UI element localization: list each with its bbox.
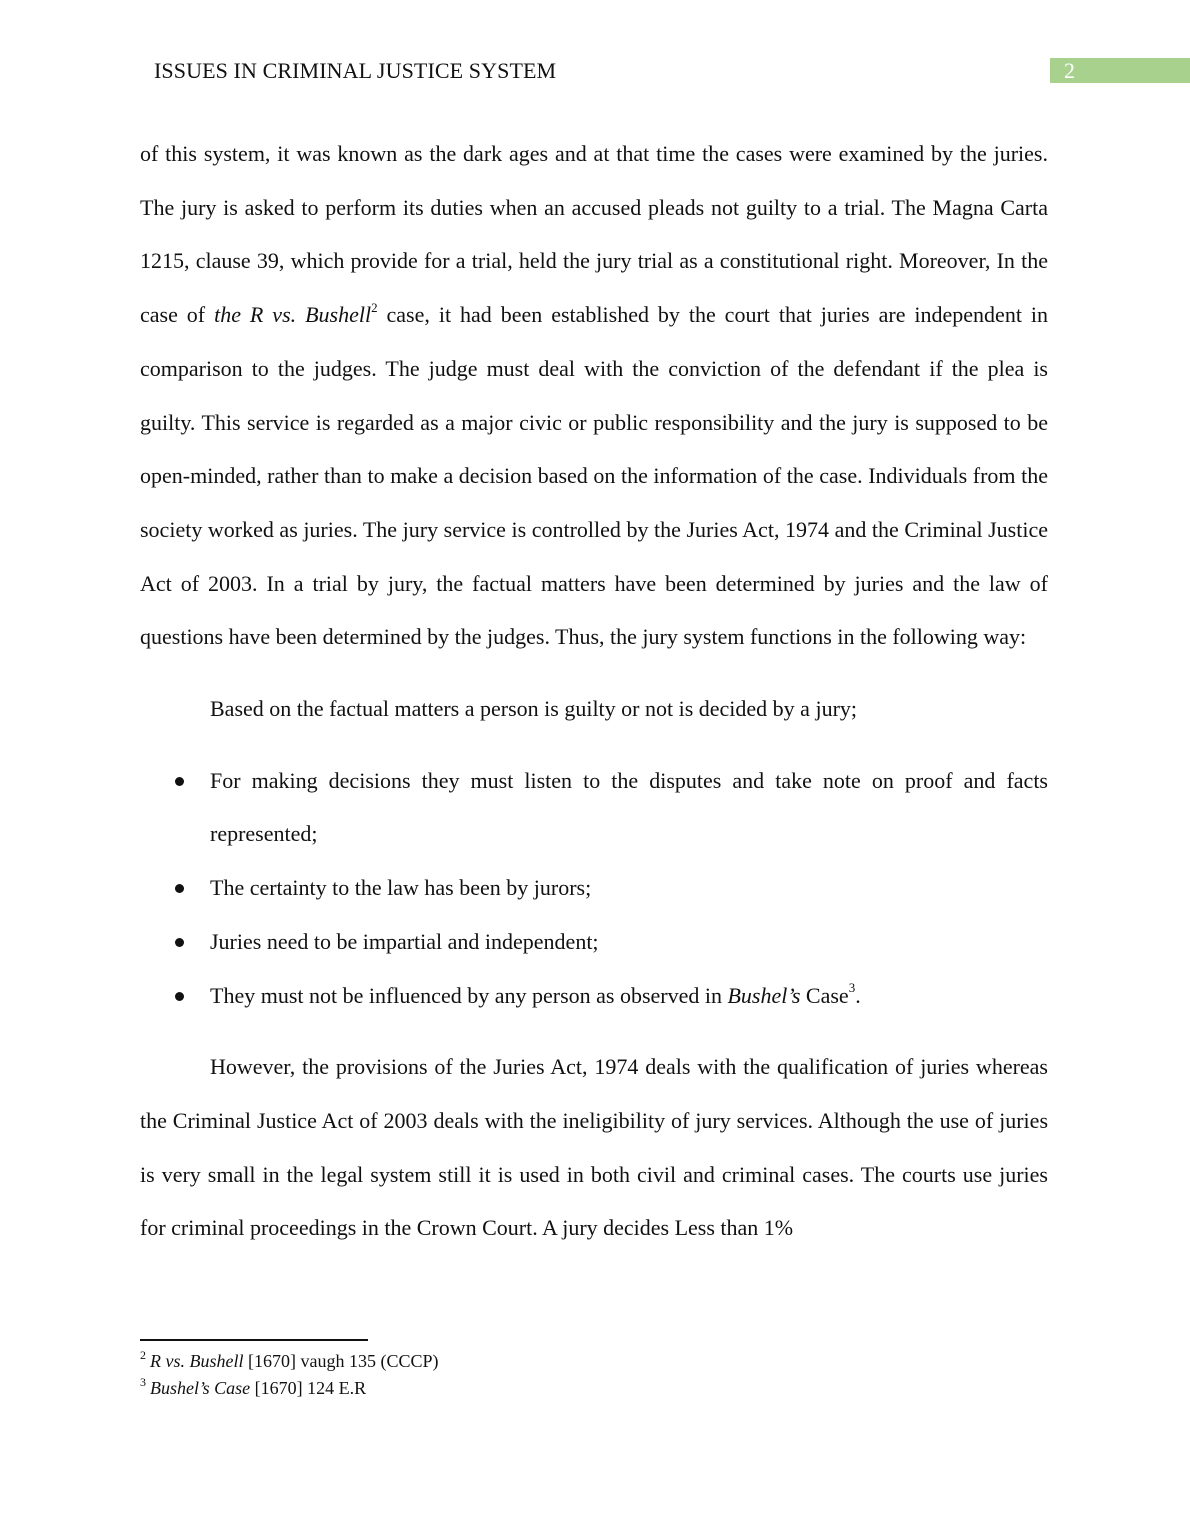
bullet-icon bbox=[175, 992, 184, 1001]
list-item-text: Juries need to be impartial and independent; bbox=[210, 928, 599, 954]
page-number: 2 bbox=[1064, 58, 1075, 83]
footnote-number: 3 bbox=[140, 1375, 146, 1389]
footnote-case-italic: Bushel’s Case bbox=[150, 1378, 251, 1398]
footnote-ref: 2 bbox=[371, 299, 378, 315]
list-item bbox=[140, 861, 1048, 915]
footnote bbox=[140, 1348, 438, 1375]
page-number-bar bbox=[1050, 58, 1190, 83]
footnote-case-italic: R vs. Bushell bbox=[150, 1351, 244, 1371]
running-header-title: ISSUES IN CRIMINAL JUSTICE SYSTEM bbox=[154, 58, 557, 83]
list-item bbox=[140, 969, 1048, 1023]
paragraph-text: of this system, it was known as the dark ages and at that time the cases were examined by the juries. The jury is asked to perform its duties when an accused pleads not guilty to a trial. The Magna Carta 1215, clause 39, which provide for a trial, held the jury trial as a constitutional right. Moreover, In the case of bbox=[140, 141, 1048, 328]
footnotes bbox=[140, 1348, 438, 1402]
list-item bbox=[140, 915, 1048, 969]
footnote-text: [1670] vaugh 135 (CCCP) bbox=[243, 1351, 439, 1371]
bullet-icon bbox=[175, 938, 184, 947]
footnote-text: [1670] 124 E.R bbox=[250, 1378, 367, 1398]
paragraph-text: case, it had been established by the court that juries are independent in comparison to the judges. The judge must deal with the conviction of the defendant if the plea is guilty. This service is regarded as a major civic or public responsibility and the jury is supposed to be open-minded, rather than to make a decision based on the information of the case. Individuals from the society worked as juries. The jury service is controlled by the Juries Act, 1974 and the Criminal Justice Act of 2003. In a trial by jury, the factual matters have been determined by juries and the law of questions have been determined by the judges. Thus, the jury system functions in the following way: bbox=[140, 302, 1048, 650]
case-name-italic: Bushel’s bbox=[727, 982, 801, 1008]
list-item-text: The certainty to the law has been by jurors; bbox=[210, 875, 592, 901]
list-item-text: For making decisions they must listen to the disputes and take note on proof and facts represented; bbox=[210, 767, 1048, 847]
list-lead-text: Based on the factual matters a person is guilty or not is decided by a jury; bbox=[210, 696, 858, 722]
case-name-italic: the R vs. Bushell bbox=[214, 302, 372, 328]
list-item-text: Case bbox=[800, 982, 849, 1008]
footnote-number: 2 bbox=[140, 1348, 146, 1362]
list-item bbox=[140, 754, 1048, 861]
list-item-text: They must not be influenced by any person as observed in bbox=[210, 982, 728, 1008]
list-item-text: . bbox=[855, 982, 861, 1008]
bullet-list bbox=[140, 754, 1048, 1023]
bullet-icon bbox=[175, 884, 184, 893]
footnote-ref: 3 bbox=[848, 980, 856, 996]
footnote bbox=[140, 1375, 438, 1402]
paragraph-juries-act: However, the provisions of the Juries Act, 1974 deals with the qualification of juries whereas the Criminal Justice Act of 2003 deals with the ineligibility of jury services. Although the use of juries is very small in the legal system still it is used in both civil and criminal cases. The courts use juries for criminal proceedings in the Crown Court. A jury decides Less than 1% bbox=[140, 1054, 1048, 1241]
footnote-separator bbox=[140, 1339, 368, 1341]
document-body bbox=[140, 127, 1048, 1255]
paragraph-jury-history bbox=[140, 127, 1048, 664]
bullet-icon bbox=[175, 777, 184, 786]
